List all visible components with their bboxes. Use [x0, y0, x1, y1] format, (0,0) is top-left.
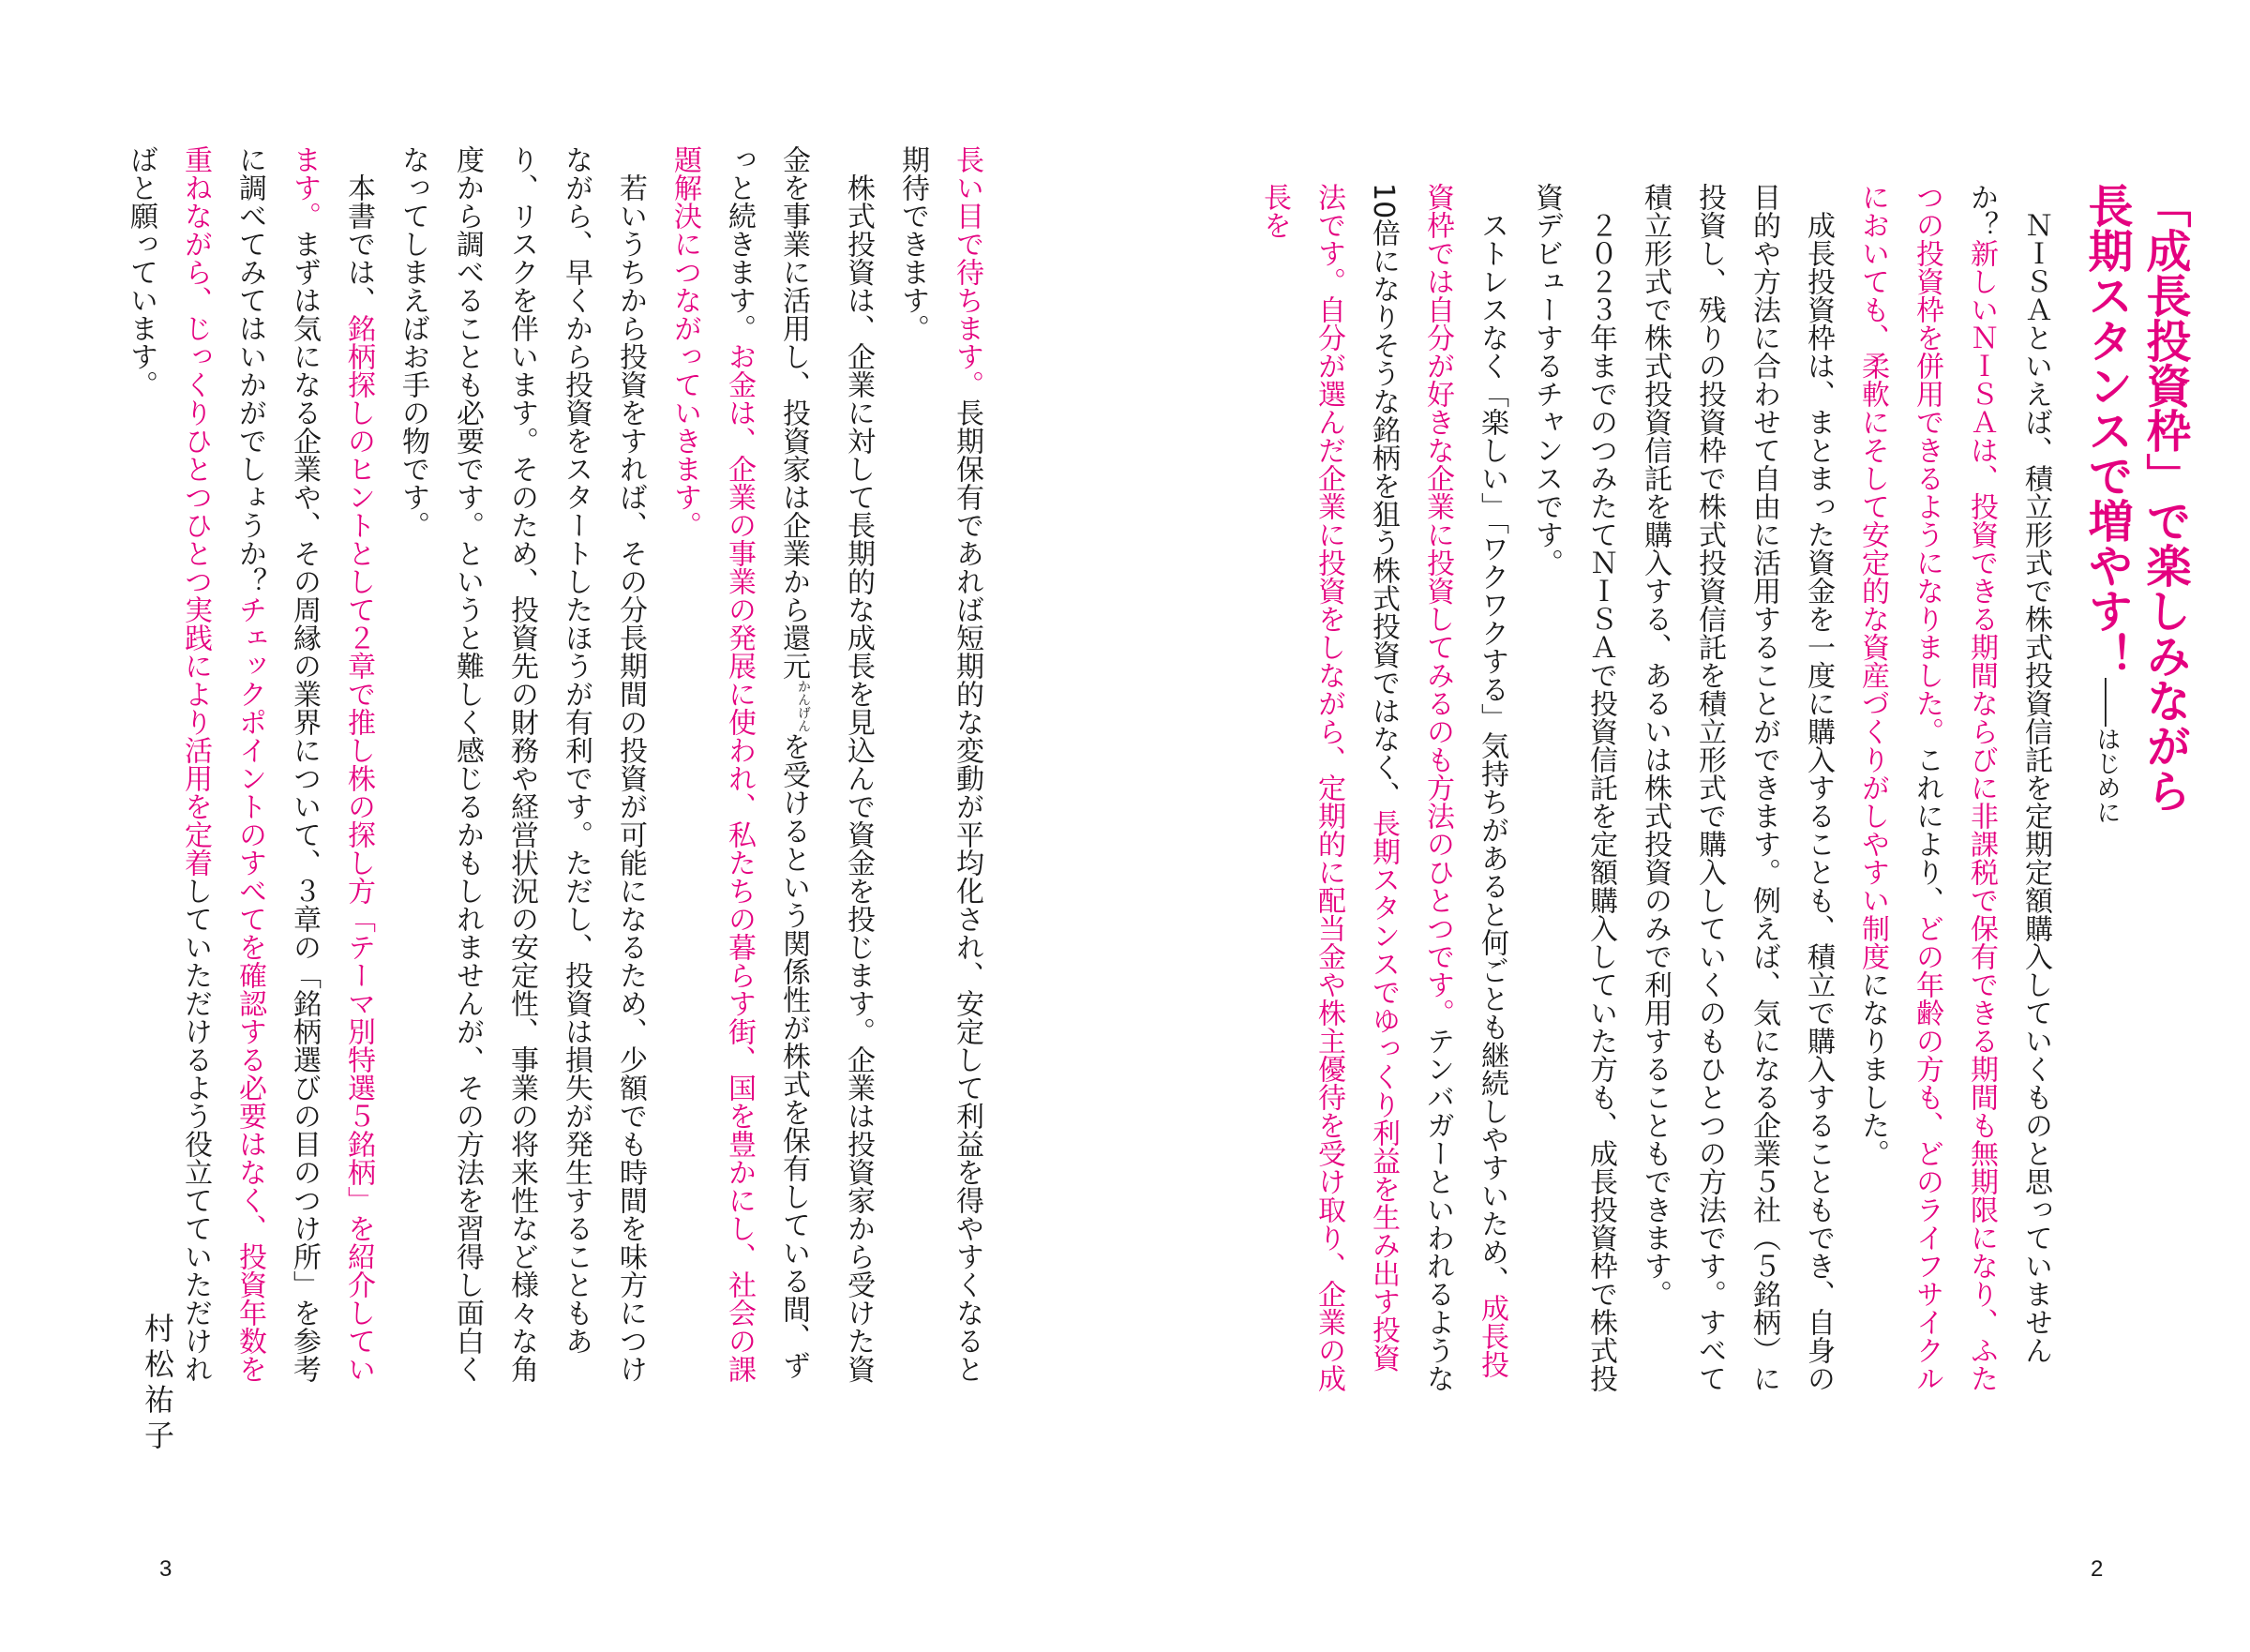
paragraph: [1247, 183, 1519, 1392]
text-run: テンバガーといわれるような10倍になりそうな銘柄を狙う株式投資ではなく、: [1367, 183, 1454, 1392]
right-page: [1125, 0, 2250, 1652]
heading-suffix: ――はじめに: [2092, 678, 2121, 824]
paragraph: [657, 145, 885, 1402]
author-name: 村松祐子: [140, 1313, 175, 1455]
text-run: ストレスなく「楽しい」「ワクワクする」気持ちがあると何ごとも継続しやすいため、: [1476, 211, 1508, 1294]
text-run: 長期保有であれば短期的な変動が平均化され、安定して利益を得やすくなると期待できます。: [896, 145, 983, 1383]
paragraph: [1845, 183, 2062, 1392]
text-run: を受けるという関係性が株式を保有している間、ずっと続きます。: [723, 145, 810, 1379]
text-run: していただけるよう役立てていただければと願っています。: [125, 145, 212, 1383]
heading-line1: 「成長投資枠」で楽しみながら: [2138, 183, 2191, 813]
highlight-text: 新しいＮＩＳＡは、投資できる期間ならびに非課税で保有できる期間も無期限になり、ふたつの投資枠を併用できるようになりました。: [1911, 183, 1998, 1392]
highlight-text: 長期スタンスでゆっくり利益を生み出す投資法です。自分が選んだ企業に投資をしながら、定期的に配当金や株主優待を受け取り、企業の成長を: [1258, 183, 1400, 1392]
paragraph: 若いうちから投資をすれば、その分長期間の投資が可能になるため、少額でも時間を味方につけながら、早くから投資をスタートしたほうが有利です。ただし、投資は損失が発生することもあり、リスクを伴います。そのため、投資先の財務や経営状況の安定性、事業の将来性など様々な角度から調べることも必要です。というと難しく感じるかもしれませんが、その方法を習得し面白くなってしまえばお手の物です。: [397, 145, 647, 1383]
paragraph: 成長投資枠は、まとまった資金を一度に購入することも、積立で購入することもでき、自身の目的や方法に合わせて自由に活用することができます。例えば、気になる企業５社（５銘柄）に投資し、残りの投資枠で株式投資信託を積立形式で購入していくのもひとつの方法です。すべて積立形式で株式投資信託を購入する、あるいは株式投資のみで利用することもできます。: [1639, 183, 1835, 1392]
ruby-annotation: かんげん: [796, 680, 811, 732]
text-run: これにより、: [1911, 745, 1943, 914]
text-run: まずは気になる企業や、その周縁の業界について、３章の「銘柄選びの目のつけ所」を参考に調べてみてはいかがでしょうか？: [233, 145, 321, 1383]
paragraph: [885, 145, 994, 1402]
text-run: ＮＩＳＡといえば、積立形式で株式投資信託を定期定額購入していくものと思っていませんか？: [1965, 183, 2052, 1364]
highlight-text: 銘柄探しのヒントとして２章で推し株の探し方「テーマ別特選５銘柄」を紹介しています。: [288, 145, 375, 1383]
highlight-text: どの年齢の方も、どのライフサイクルにおいても、柔軟にそして安定的な資産づくりがしやすい制度: [1856, 183, 1943, 1392]
page-number: 2: [2091, 1556, 2104, 1582]
paragraph: [113, 145, 385, 1402]
text-run: 株式投資は、企業に対して長期的な成長を見込んで資金を投じます。企業は投資家から受けた資金を事業に活用し、投資家は企業から還元: [777, 145, 875, 1383]
right-body-text: [1238, 183, 2062, 1392]
highlight-text: 長い目で待ちます。: [951, 145, 983, 398]
chapter-heading: [2078, 183, 2194, 839]
highlight-text: チェックポイントのすべてを確認する必要はなく、投資年数を重ねながら、じっくりひとつひとつ実践により活用を定着: [179, 145, 266, 1383]
page-number: 3: [159, 1556, 172, 1582]
heading-line2: 長期スタンスで増やす！: [2080, 183, 2133, 678]
paragraph: ２０２３年までのつみたてＮＩＳＡで投資信託を定額購入していた方も、成長投資枠で株式投資デビューするチャンスです。: [1530, 183, 1617, 1392]
text-run: になりました。: [1856, 970, 1889, 1167]
highlight-text: 成長投資枠では自分が好きな企業に投資してみるのも方法のひとつです。: [1421, 183, 1508, 1378]
text-run: 本書では、: [342, 173, 375, 314]
highlight-text: お金は、企業の事業の発展に使われ、私たちの暮らす街、国を豊かにし、社会の課題解決につながっていきます。: [668, 145, 756, 1383]
